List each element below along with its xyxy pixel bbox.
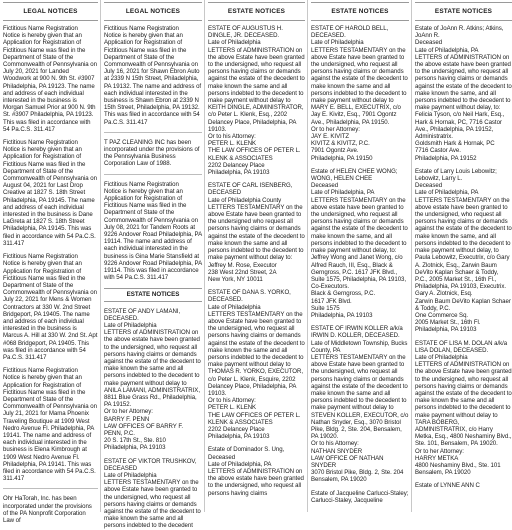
estate-notice: Estate of JoAnn R. Atkins; Atkins, JoAnn R. Deceased Late of Philadelphia, PA LETTERS of ADMINISTRATION on the above estate have been granted to the undersigned, who request all persons having claims or demands against the estate of the decedent to make known the same, and all persons indebted to the decedent to make payment without delay, to: Felicia Tyson, c/o Neil Hark, Esq., Hark & Hornak, PC, 7716 Castor Ave., Philadelphia, PA 19152, Administratrix. Goldsmith Hark & Hornak, PC 7716 Castor Ave. Philadelphia, PA 19152 [415,25,512,162]
legal-notice: Fictitious Name Registration Notice is hereby given that an Application for Registration of Fictitious Name was filed in the Department of State of the Commonwealth of Pennsylvania on August 04, 2021 for Last Drop Creative at 1827 S. 18th Street Philadelphia, PA 19145. The name and address of each individual interested in the business is Dane LaGreta at 1827 S. 18th Street Philadelphia, PA 19145. This was filed in accordance with 54 Pa.C.S. 311.417 [3,139,97,247]
column-5 [412,0,512,512]
estate-notice: ESTATE OF VIKTOR TRUSHKOV, DECEASED Late of Philadelphia LETTERS TESTAMENTARY on the above Estate have been granted to the undersigned, who request all persons having claims or demands against the estate of the decedent to make known the same and all persons indebted to the decedent [104,457,201,530]
column-2 [101,0,205,530]
estate-notice: ESTATE OF IRWIN KOLLER a/k/a IRWIN D. KOLLER, DECEASED. Late of Middletown Township, Bucks County, PA LETTERS TESTAMENTARY on the above Estate have been granted to the undersigned, who request all persons having claims or demands against the estate of the decedent to make known the same and all persons indebted to the decedent to make payment without delay to STEVEN KOLLER, EXECUTOR, c/o Nathan Snyder, Esq., 3070 Bristol Pike, Bldg. 2, Ste. 204, Bensalem, PA 19020. Or to his Attorney: NATHAN SNYDER LAW OFFICE OF NATHAN SNYDER 3070 Bristol Pike, Bldg. 2, Ste. 204 Bensalem, PA 19020 [311,325,409,484]
column-3 [205,0,308,512]
estate-notice: ESTATE OF AUGUSTUS H. DINGLE, JR. DECEASED. Late of Philadelphia LETTERS of ADMINISTRATION on the above Estate have been granted to the undersigned, who request all persons having claims or demands against the estate of the decedent to make known the same and all persons indebted to the decedent to make payment without delay to KEITH DINGLE, ADMINISTRATOR, c/o Peter L. Klenk, Esq., 2202 Delancey Place, Philadelphia, PA 19103. Or to his Attorney: PETER L. KLENK THE LAW OFFICES OF PETER L. KLENK & ASSOCIATES 2202 Delancey Place Philadelphia, PA 19103 [208,25,305,177]
legal-notice: Fictitious Name Registration Notice is hereby given that an Application for Registration of Fictitious Name was filed in the Department of State of the Commonwealth of Pennsylvania on July 20, 2021 for Landed Woodwork at 900 N. 9th St. #3907 Philadelphia, PA 19123. The name and address of each individual interested in the business is Morgan Samuel Prior at 900 N. 9th St. #3907 Philadelphia, PA 19123. This was filed in accordance with 54 Pa.C.S. 311.417 [3,25,97,133]
estate-notice: Estate of Jacqueline Carlucci-Staley; Carlucci-Staley, Jacqueline [311,489,409,504]
legal-notice: T PAZ CLEANING INC has been incorporated under the provisions of the Pennsylvania Business Corporation Law of 1988. [104,138,200,168]
column-header: ESTATE NOTICES [415,2,512,21]
column-header: ESTATE NOTICES [208,2,305,21]
section-banner: ESTATE NOTICES [104,288,202,302]
estate-notice: ESTATE OF DANA S. YORKO, DECEASED. Late of Philadelphia LETTERS TESTAMENTARY on the above Estate have been granted to the undersigned, who request all persons having claims or demands against the estate of the decedent to make known the same and all persons indebted to the decedent to make payment without delay to THOMAS R. YORKO, EXECUTOR, c/o Peter L. Klenk, Esquire, 2202 Delancey Place, Philadelphia, PA 19103. Or to his Attorney: PETER L. KLENK THE LAW OFFICES OF PETER L. KLENK & ASSOCIATES 2202 Delancey Place Philadelphia, PA 19103 [208,289,305,441]
divider [104,132,202,133]
column-header: LEGAL NOTICES [104,2,202,21]
legal-notice: Fictitious Name Registration Notice is hereby given that an Application for Registration of Fictitious Name was filed in the Department of State of the Commonwealth of Pennsylvania on July 08, 2021 for Tandem Roots at 9226 Andover Road Philadelphia, PA 19114. The name and address of each individual interested in the business is Gina Marie Stansfield at 9226 Andover Road Philadelphia, PA 19114. This was filed in accordance with 54 Pa.C.S. 311.417 [104,180,202,282]
estate-notice: Estate of Dominador S. Ung, Deceased Late of Philadelphia, PA LETTERS of ADMINISTRATION on the above estate have been granted to the undersigned, who request all persons having claims [208,446,304,497]
estate-notice: ESTATE OF CARL ISENBERG, DECEASED Late of Philadelphia County LETTERS TESTAMENTARY on the above Estate have been granted to the undersigned who request all persons having claims or demands against the estate of the decedent to make known the same and all persons indebted to the decedent to make payment without delay to: Jeffrey M. Rose, Executor 238 West 22nd Street, 2A New York, NY 10011 [208,182,305,283]
column-4 [308,0,412,512]
column-header: LEGAL NOTICES [3,2,98,21]
divider [3,488,98,489]
estate-notice: ESTATE OF ANDY LAMANI, DECEASED. Late of Philadelphia LETTERS of ADMINISTRATION on the above estate have been granted to the undersigned, who request all persons having claims or demands against the estate of the decedent to make known the same and all persons indebted to the decedent to make payment without delay to ANILA LAMANI, ADMINISTRATRIX, 8811 Blue Grass Rd., Philadelphia, PA 19152. Or to her Attorney: BARRY F. PENN LAW OFFICES OF BARRY F. PENN, P.C. 20 S. 17th St., Ste. 810 Philadelphia, PA 19103 [104,307,201,452]
legal-notice: Fictitious Name Registration Notice is hereby given that an Application for Registration of Fictitious Name was filed in the Department of State of the Commonwealth of Pennsylvania on July 16, 2021 for Shawn Ebron Auto at 2339 N 15th Street, Philadelphia, PA 19132. The name and address of each individual interested in the business is Shawn Ebron at 2339 N 15th Street, Philadelphia, PA 19132. This was filed in accordance with 54 Pa.C.S. 311.417 [104,25,202,126]
estate-notice: ESTATE OF HAROLD BELL, DECEASED. Late of Philadelphia LETTERS TESTAMENTARY on the above Estate have been granted to the undersigned, who request all persons having claims or demands against the estate of the decedent to make known the same and all persons indebted to the decedent to make payment without delay to MARY E. BELL, EXECUTRIX, c/o Jay E. Kivitz, Esq., 7901 Ogontz Ave., Philadelphia, PA 19150. Or to her Attorney: JAY E. KIVITZ KIVITZ & KIVITZ, P.C. 7901 Ogontz Ave. Philadelphia, PA 19150 [311,25,408,162]
legal-notice: Fictitious Name Registration Notice is hereby given that an Application for Registration of Fictitious Name was filed in the Department of State of the Commonwealth of Pennsylvania on July 21, 2021 for Mama Phoenix Traveling Boutique at 1909 West Nedro Avenue Fl. Philadelphia, PA 19141. The name and address of each individual interested in the business is Elena Kimbrough at 1909 West Nedro Avenue Fl. Philadelphia, PA 19141. This was filed in accordance with 54 Pa.C.S. 311.417 [3,367,97,483]
estate-notice: Estate of LYNNE ANN C [415,482,480,490]
legal-notice: Ohr HaTorah, Inc. has been incorporated under the provisions of the PA Nonprofit Corporation Law of [3,495,92,524]
legal-notice: Fictitious Name Registration Notice is hereby given that an Application for Registration of Fictitious Name was filed in the Department of State of the Commonwealth of Pennsylvania on July 22, 2021 for Mens & Women Contractors at 330 W. 2nd Street Bridgeport, PA 19405. The name and address of each individual interested in the business is Marcus A. Hill at 330 W. 2nd St. Apt #068 Bridgeport, PA 19405. This was filed in accordance with 54 Pa.C.S. 311.417 [3,253,98,361]
column-header: ESTATE NOTICES [311,2,409,21]
estate-notice: Estate of HELEN CHEE WONG; WONG, HELEN CHEE Deceased Late of Philadelphia, PA LETTERS TESTAMENTARY on the above estate have been granted to the undersigned, who request all persons having claims or demands against the estate of the decedent to make known the same, and all persons indebted to the decedent to make payment without delay, to: Jeffrey Wong and Janet Wong, c/o Alfred Rauch, III, Esq., Black & Gerngross, P.C. 1617 JFK Blvd., Suite 1575, Philadelphia, PA 19103, Co-Executors. Black & Gerngross, P.C. 1617 JFK Blvd. Suite 1575 Philadelphia, PA 19103 [311,167,408,319]
estate-notice: ESTATE OF LISA M. DOLAN a/k/a LISA DOLAN, DECEASED. Late of Philadelphia LETTERS of ADMINISTRATION on the above Estate have been granted to the undersigned, who request all persons having claims or demands against the estate of the decedent to make known the same and all persons indebted to the decedent to make payment without delay to TARA BOBERG, ADMINISTRATRIX, c/o Harry Metka, Esq., 4800 Neshaminy Blvd., Ste. 101, Bensalem, PA 19020. Or to her Attorney: HARRY METKA 4800 Neshaminy Blvd., Ste. 101 Bensalem, PA 19020 [415,339,512,477]
divider [104,174,202,175]
column-1 [0,0,101,524]
estate-notice: Estate of Larry Louis Lebowitz; Lebowitz, Larry L. Deceased Late of Philadelphia, PA LETTERS TESTAMENTARY on the above estate have been granted to the undersigned, who request all persons having claims or demands against the estate of the decedent to make known the same, and all persons indebted to the decedent to make payment without delay, to Paula Lebowitz, Executrix, c/o Gary A. Zlotnick, Esq., Zarwin Baum DeVito Kaplan Schaer & Toddy, P.C., 2005 Market St., 16th Fl., Philadelphia, PA 19103, Executrix. Gary A. Zlotnick, Esq. Zarwin Baum DeVito Kaplan Schaer & Toddy, P.C. One Commerce Sq. 2005 Market St., 16th Fl. Philadelphia, PA 19103 [415,167,512,334]
